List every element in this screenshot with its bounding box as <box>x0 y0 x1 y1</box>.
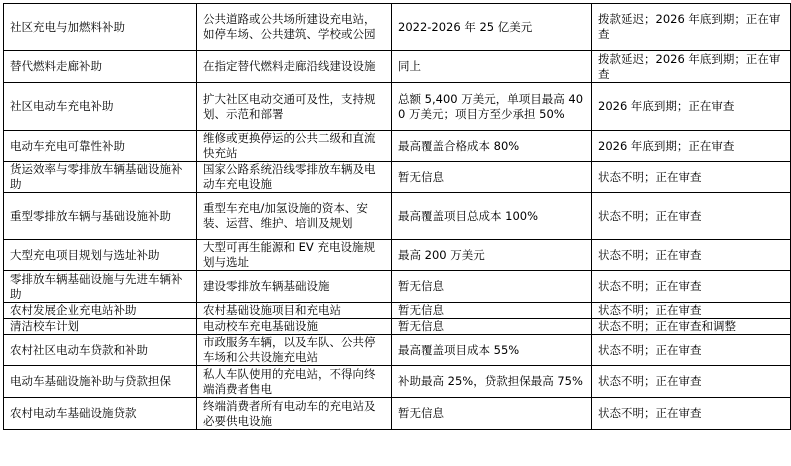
program-status-cell: 2026 年底到期；正在审查 <box>592 131 791 162</box>
program-name-cell: 电动车基础设施补助与贷款担保 <box>4 366 197 398</box>
program-name-cell: 重型零排放车辆与基础设施补助 <box>4 193 197 240</box>
program-name-cell: 农村社区电动车贷款和补助 <box>4 335 197 366</box>
program-status-cell: 状态不明；正在审查 <box>592 335 791 366</box>
program-name-cell: 社区充电与加燃料补助 <box>4 4 197 51</box>
program-status-cell: 拨款延迟；2026 年底到期；正在审查 <box>592 4 791 51</box>
program-status-cell: 状态不明；正在审查 <box>592 303 791 319</box>
program-name-cell: 清洁校车计划 <box>4 319 197 335</box>
program-status-cell: 状态不明；正在审查 <box>592 240 791 271</box>
program-scope-cell: 电动校车充电基础设施 <box>197 319 392 335</box>
program-status-cell: 状态不明；正在审查和调整 <box>592 319 791 335</box>
table-row <box>4 366 791 398</box>
program-funding-cell: 总额 5,400 万美元，单项目最高 400 万美元；项目方至少承担 50% <box>392 83 592 131</box>
program-name-cell: 农村发展企业充电站补助 <box>4 303 197 319</box>
table-row <box>4 303 791 319</box>
program-scope-cell: 建设零排放车辆基础设施 <box>197 271 392 303</box>
program-scope-cell: 私人车队使用的充电站，不得向终端消费者售电 <box>197 366 392 398</box>
program-status-cell: 状态不明；正在审查 <box>592 162 791 193</box>
program-funding-cell: 2022-2026 年 25 亿美元 <box>392 4 592 51</box>
program-funding-cell: 最高覆盖项目总成本 100% <box>392 193 592 240</box>
table-row <box>4 193 791 240</box>
program-scope-cell: 市政服务车辆，以及车队、公共停车场和公共设施充电站 <box>197 335 392 366</box>
program-name-cell: 替代燃料走廊补助 <box>4 51 197 83</box>
program-funding-cell: 暂无信息 <box>392 398 592 430</box>
program-funding-cell: 补助最高 25%，贷款担保最高 75% <box>392 366 592 398</box>
program-funding-cell: 最高覆盖项目成本 55% <box>392 335 592 366</box>
program-funding-cell: 暂无信息 <box>392 271 592 303</box>
program-table <box>3 3 791 430</box>
program-name-cell: 大型充电项目规划与选址补助 <box>4 240 197 271</box>
program-name-cell: 社区电动车充电补助 <box>4 83 197 131</box>
program-status-cell: 状态不明；正在审查 <box>592 193 791 240</box>
table-row <box>4 83 791 131</box>
table-row <box>4 51 791 83</box>
program-scope-cell: 扩大社区电动交通可及性，支持规划、示范和部署 <box>197 83 392 131</box>
program-scope-cell: 在指定替代燃料走廊沿线建设设施 <box>197 51 392 83</box>
program-name-cell: 电动车充电可靠性补助 <box>4 131 197 162</box>
program-name-cell: 农村电动车基础设施贷款 <box>4 398 197 430</box>
table-row <box>4 131 791 162</box>
program-status-cell: 2026 年底到期；正在审查 <box>592 83 791 131</box>
program-status-cell: 状态不明；正在审查 <box>592 366 791 398</box>
program-status-cell: 状态不明；正在审查 <box>592 398 791 430</box>
program-status-cell: 拨款延迟；2026 年底到期；正在审查 <box>592 51 791 83</box>
program-scope-cell: 重型车充电/加氢设施的资本、安装、运营、维护、培训及规划 <box>197 193 392 240</box>
program-funding-cell: 最高 200 万美元 <box>392 240 592 271</box>
program-funding-cell: 最高覆盖合格成本 80% <box>392 131 592 162</box>
table-body <box>4 4 791 430</box>
program-funding-cell: 暂无信息 <box>392 319 592 335</box>
program-scope-cell: 农村基础设施项目和充电站 <box>197 303 392 319</box>
table-row <box>4 162 791 193</box>
program-funding-cell: 暂无信息 <box>392 162 592 193</box>
program-status-cell: 状态不明；正在审查 <box>592 271 791 303</box>
program-funding-cell: 同上 <box>392 51 592 83</box>
program-name-cell: 货运效率与零排放车辆基础设施补助 <box>4 162 197 193</box>
table-row <box>4 319 791 335</box>
table-row <box>4 271 791 303</box>
program-funding-cell: 暂无信息 <box>392 303 592 319</box>
program-scope-cell: 维修或更换停运的公共二级和直流快充站 <box>197 131 392 162</box>
table-row <box>4 4 791 51</box>
table-row <box>4 335 791 366</box>
program-scope-cell: 公共道路或公共场所建设充电站，如停车场、公共建筑、学校或公园 <box>197 4 392 51</box>
table-row <box>4 398 791 430</box>
program-scope-cell: 终端消费者所有电动车的充电站及必要供电设施 <box>197 398 392 430</box>
program-name-cell: 零排放车辆基础设施与先进车辆补助 <box>4 271 197 303</box>
table-row <box>4 240 791 271</box>
program-scope-cell: 大型可再生能源和 EV 充电设施规划与选址 <box>197 240 392 271</box>
program-scope-cell: 国家公路系统沿线零排放车辆及电动车充电设施 <box>197 162 392 193</box>
